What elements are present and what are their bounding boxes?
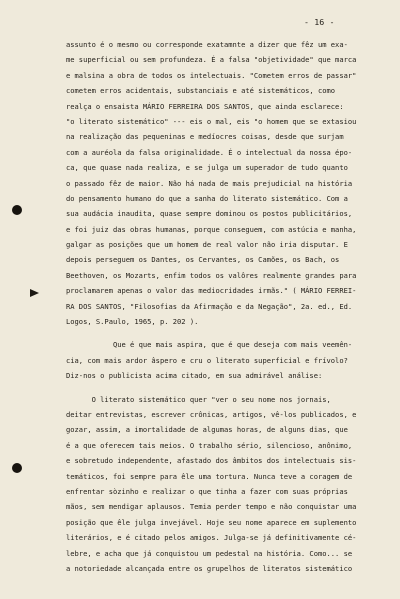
text-line: me superficial ou sem profundeza. É a falsa "objetividade" que marca: [66, 55, 357, 65]
text-line: cia, com mais ardor âspero e cru o literato superficial e frívolo?: [66, 355, 348, 365]
text-line: o passado fêz de maior. Não há nada de mais prejudicial na história: [66, 178, 353, 188]
text-line: "o literato sistemático" --- eis o mal, eis "o homem que se extasiou: [66, 116, 357, 126]
blank-line: [66, 329, 396, 337]
body-text: [66, 37, 396, 576]
text-line: O literato sistemático quer "ver o seu nome nos jornais,: [66, 394, 331, 404]
page-number: - 16 -: [304, 17, 335, 27]
margin-arrow-icon: [30, 289, 39, 297]
punch-hole: [12, 205, 22, 215]
text-line: e sobretudo independente, afastado dos âmbitos dos intelectuais sis-: [66, 456, 357, 466]
text-line: sua audácia inaudita, quase sempre dominou os postos publicitários,: [66, 209, 353, 219]
text-line: galgar as posições que um homem de real valor não iria disputar. E: [66, 240, 348, 250]
text-line: Diz-nos o publicista acima citado, em sua admirável análise:: [66, 371, 323, 381]
text-line: depois perseguem os Dantes, os Cervantes, os Camões, os Bach, os: [66, 255, 340, 265]
text-line: a notoriedade alcançada entre os grupelhos de literatos sistemático: [66, 563, 353, 573]
text-line: assunto é o mesmo ou corresponde exatamnte a dizer que fêz um exa-: [66, 40, 348, 49]
text-line: cometem erros acidentais, substanciais e até sistemáticos, como: [66, 86, 336, 96]
text-line: proclamarem apenas o valor das mediocridades irmãs." ( MÁRIO FERREI-: [66, 286, 357, 296]
text-line: enfrentar sòzinho e realizar o que tinha a fazer com suas próprias: [66, 486, 348, 496]
text-line: posição que êle julga invejável. Hoje seu nome aparece em suplemento: [66, 517, 357, 527]
text-line: e foi juiz das obras humanas, porque conseguem, com astúcia e manha,: [66, 224, 357, 234]
text-line: é a que oferecem tais meios. O trabalho sério, silencioso, anônimo,: [66, 440, 353, 450]
text-line: temáticos, foi sempre para êle uma tortura. Nunca teve a coragem de: [66, 471, 353, 481]
text-line: com a auréola da falsa originalidade. É o intelectual da nossa épo-: [66, 147, 353, 157]
text-line: na realização das pequeninas e medíocres coisas, desde que surjam: [66, 132, 344, 142]
text-line: e malsina a obra de todos os intelectuais. "Cometem erros de passar": [66, 70, 357, 80]
text-line: lebre, e acha que já conquistou um pedestal na história. Como... se: [66, 548, 353, 558]
blank-line: [66, 384, 396, 392]
punch-hole: [12, 463, 22, 473]
text-line: Que é que mais aspira, que é que deseja com mais veemên-: [66, 340, 353, 350]
text-line: literários, e é citado pelos amigos. Julga-se já definitivamente cé-: [66, 533, 357, 543]
text-line: ca, que quase nada realiza, e se julga um superador de tudo quanto: [66, 163, 348, 173]
text-line: Beethoven, os Mozarts, enfim todos os valôres realmente grandes para: [66, 270, 357, 280]
text-line: do pensamento humano do que a sanha do literato sistemático. Com a: [66, 193, 348, 203]
text-line: RA DOS SANTOS, "Filosofias da Afirmação e da Negação", 2a. ed., Ed.: [66, 301, 353, 311]
text-line: deitar entrevistas, escrever crônicas, artigos, vê-los publicados, e: [66, 409, 357, 419]
text-line: Logos, S.Paulo, 1965, p. 202 ).: [66, 317, 199, 327]
text-line: mãos, sem mendigar aplausos. Temia perder tempo e não conquistar uma: [66, 502, 357, 512]
text-line: gozar, assim, a imortalidade de algumas horas, de alguns dias, que: [66, 425, 348, 435]
text-line: realça o ensaista MÁRIO FERREIRA DOS SANTOS, que ainda esclarece:: [66, 101, 344, 111]
